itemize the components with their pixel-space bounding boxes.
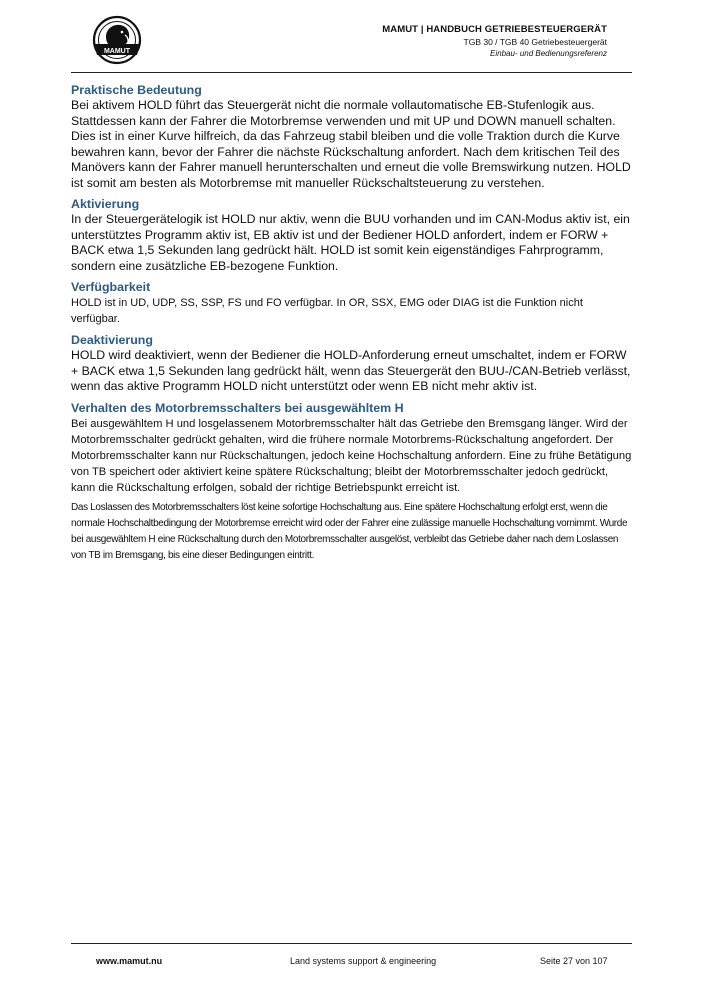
page-header	[0, 0, 703, 74]
footer-tagline: Land systems support & engineering	[290, 956, 437, 966]
header-text	[382, 24, 607, 58]
section-motorbremsschalter	[71, 400, 632, 564]
header-divider	[71, 72, 632, 73]
mamut-logo-icon	[92, 15, 142, 65]
section-heading: Verhalten des Motorbremsschalters bei ausgewähltem H	[71, 400, 404, 415]
svg-text:MAMUT: MAMUT	[103, 48, 131, 55]
section-paragraph: HOLD ist in UD, UDP, SS, SSP, FS und FO verfügbar. In OR, SSX, EMG oder DIAG ist die Funktion nicht verfügbar.	[71, 297, 583, 325]
section-deaktivierung	[71, 332, 632, 395]
page-content	[71, 82, 632, 569]
section-paragraph: HOLD wird deaktiviert, wenn der Bediener die HOLD-Anforderung erneut umschaltet, indem er FORW + BACK etwa 1,5 Sekunden lang gedrückt hält, wenn das Steuergerät den BUU-/CAN-Betrieb verlässt, wenn das aktive Programm HOLD nicht unterstützt oder wenn EB nicht mehr aktiv ist.	[71, 348, 631, 393]
section-paragraph: Bei aktivem HOLD führt das Steuergerät nicht die normale vollautomatische EB-Stufenlogik aus. Stattdessen kann der Fahrer die Motorbremse verwenden und mit UP und DOWN manuell schalten. Dies ist in einer Kurve hilfreich, da das Fahrzeug stabil bleiben und die volle Traktion durch die Kurve bewahren kann, bevor der Fahrer die nächste Rückschaltung anfordert. Nach dem kritischen Teil des Manövers kann der Fahrer manuell herunterschalten und erneut die volle Bremswirkung nutzen. HOLD ist somit am besten als Motorbremse mit manueller Rückschaltsteuerung zu verstehen.	[71, 98, 631, 190]
document-title: MAMUT | HANDBUCH GETRIEBESTEUERGERÄT	[382, 24, 607, 35]
section-verfuegbarkeit	[71, 279, 632, 327]
section-paragraph: Bei ausgewähltem H und losgelassenem Motorbremsschalter hält das Getriebe den Bremsgang länger. Wird der Motorbremsschalter gedrückt gehalten, wird die frühere normale Motorbrems-Rückschaltung angefordert. Der Motorbremsschalter kann nur Rückschaltungen, jedoch keine Hochschaltung anfordern. Eine zu frühe Betätigung von TB speichert oder aktiviert keine spätere Rückschaltung; bleibt der Motorbremsschalter jedoch gedrückt, kann die Rückschaltung erfolgen, sobald der richtige Betriebspunkt erreicht ist.	[71, 417, 632, 495]
footer-website-link[interactable]: www.mamut.nu	[96, 956, 163, 966]
document-subtitle-secondary: Einbau- und Bedienungsreferenz	[490, 49, 607, 58]
section-heading: Aktivierung	[71, 197, 140, 211]
section-aktivierung	[71, 196, 632, 274]
section-praktische-bedeutung	[71, 82, 632, 191]
footer-divider	[71, 943, 632, 944]
section-heading: Deaktivierung	[71, 333, 153, 347]
section-paragraph: In der Steuergerätelogik ist HOLD nur aktiv, wenn die BUU vorhanden und im CAN-Modus aktiv ist, ein unterstütztes Programm aktiv ist, EB aktiv ist und der Bediener HOLD anfordert, indem er FORW + BACK etwa 1,5 Sekunden lang gedrückt hält. HOLD ist somit kein eigenständiges Fahrprogramm, sondern eine zusätzliche EB-bezogene Funktion.	[71, 212, 630, 273]
section-paragraph: Das Loslassen des Motorbremsschalters löst keine sofortige Hochschaltung aus. Eine spätere Hochschaltung erfolgt erst, wenn die normale Hochschaltbedingung der Motorbremse erreicht wird oder der Fahrer eine zulässige manuelle Hochschaltung vornimmt. Wurde bei ausgewähltem H eine Rückschaltung durch den Motorbremsschalter ausgelöst, verbleibt das Getriebe daher nach dem Loslassen von TB im Bremsgang, bis eine dieser Bedingungen eintritt.	[71, 501, 628, 561]
footer-page-number: Seite 27 von 107	[540, 956, 608, 966]
document-subtitle: TGB 30 / TGB 40 Getriebesteuergerät	[463, 37, 607, 47]
section-heading: Praktische Bedeutung	[71, 83, 202, 97]
section-heading: Verfügbarkeit	[71, 280, 151, 294]
